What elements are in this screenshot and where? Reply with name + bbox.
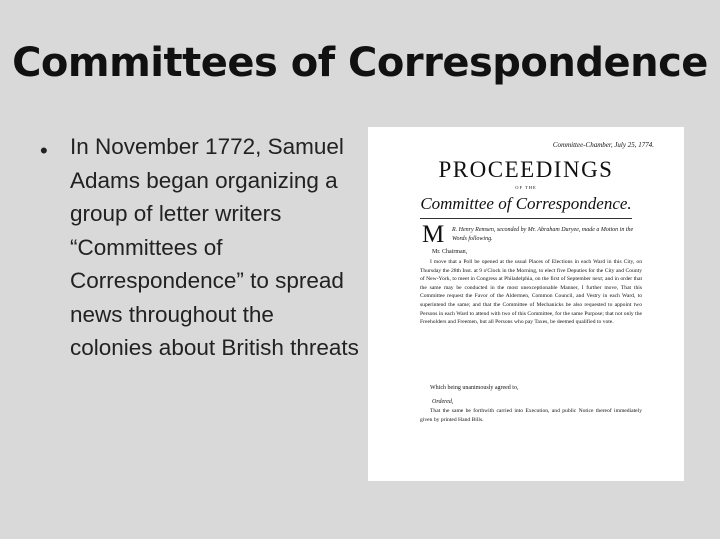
document-intro: R. Henry Remsen, seconded by Mr. Abraham Duryee, made a Motion in the Words following. bbox=[452, 227, 634, 242]
bullet-item bbox=[40, 130, 360, 365]
document-of-the: OF THE bbox=[515, 185, 537, 190]
document-committee-title: Committee of Correspondence. bbox=[420, 194, 632, 213]
document-divider bbox=[420, 218, 632, 219]
historical-document-image bbox=[368, 127, 684, 481]
document-heading: PROCEEDINGS bbox=[438, 157, 614, 182]
document-ordered: Ordered, bbox=[432, 399, 454, 405]
document-salutation: Mr. Chairman, bbox=[432, 249, 468, 255]
document-dateline: Committee-Chamber, July 25, 1774. bbox=[552, 141, 654, 149]
bullet-text: In November 1772, Samuel Adams began organizing a group of letter writers “Committees of Correspondence” to spread news throughout the colonies about British threats bbox=[70, 134, 359, 360]
document-drop-cap: M bbox=[422, 221, 445, 248]
bullet-marker: • bbox=[40, 138, 48, 163]
document-body: I move that a Poll be opened at the usual Places of Elections in each Ward in this City, on Thursday the 28th Inst. at 9 o'Clock in the Morning, to elect five Deputies for the City and County of New-York, to meet in Congress at Philadelphia, on the first of September next; and in order that the same may be conducted in the most unexceptionable Manner, I further move, That this Committee request the Favor of the Aldermen, Common Council, and Vestry in each Ward, to superintend the same; and that the Committee of Mechanicks be also requested to appoint two Persons in each Ward to attend with two of this Committee, for the same Purpose; that not only the Freeholders and Freemen, but all Persons who pay Taxes, be deemed qualified to vote. bbox=[420, 259, 642, 326]
slide-title: Committees of Correspondence bbox=[12, 40, 708, 86]
document-closing: That the same be forthwith carried into Execution, and public Notice thereof immediately given by printed Hand Bills. bbox=[420, 408, 642, 423]
document-agreement: Which being unanimously agreed to, bbox=[430, 385, 519, 391]
